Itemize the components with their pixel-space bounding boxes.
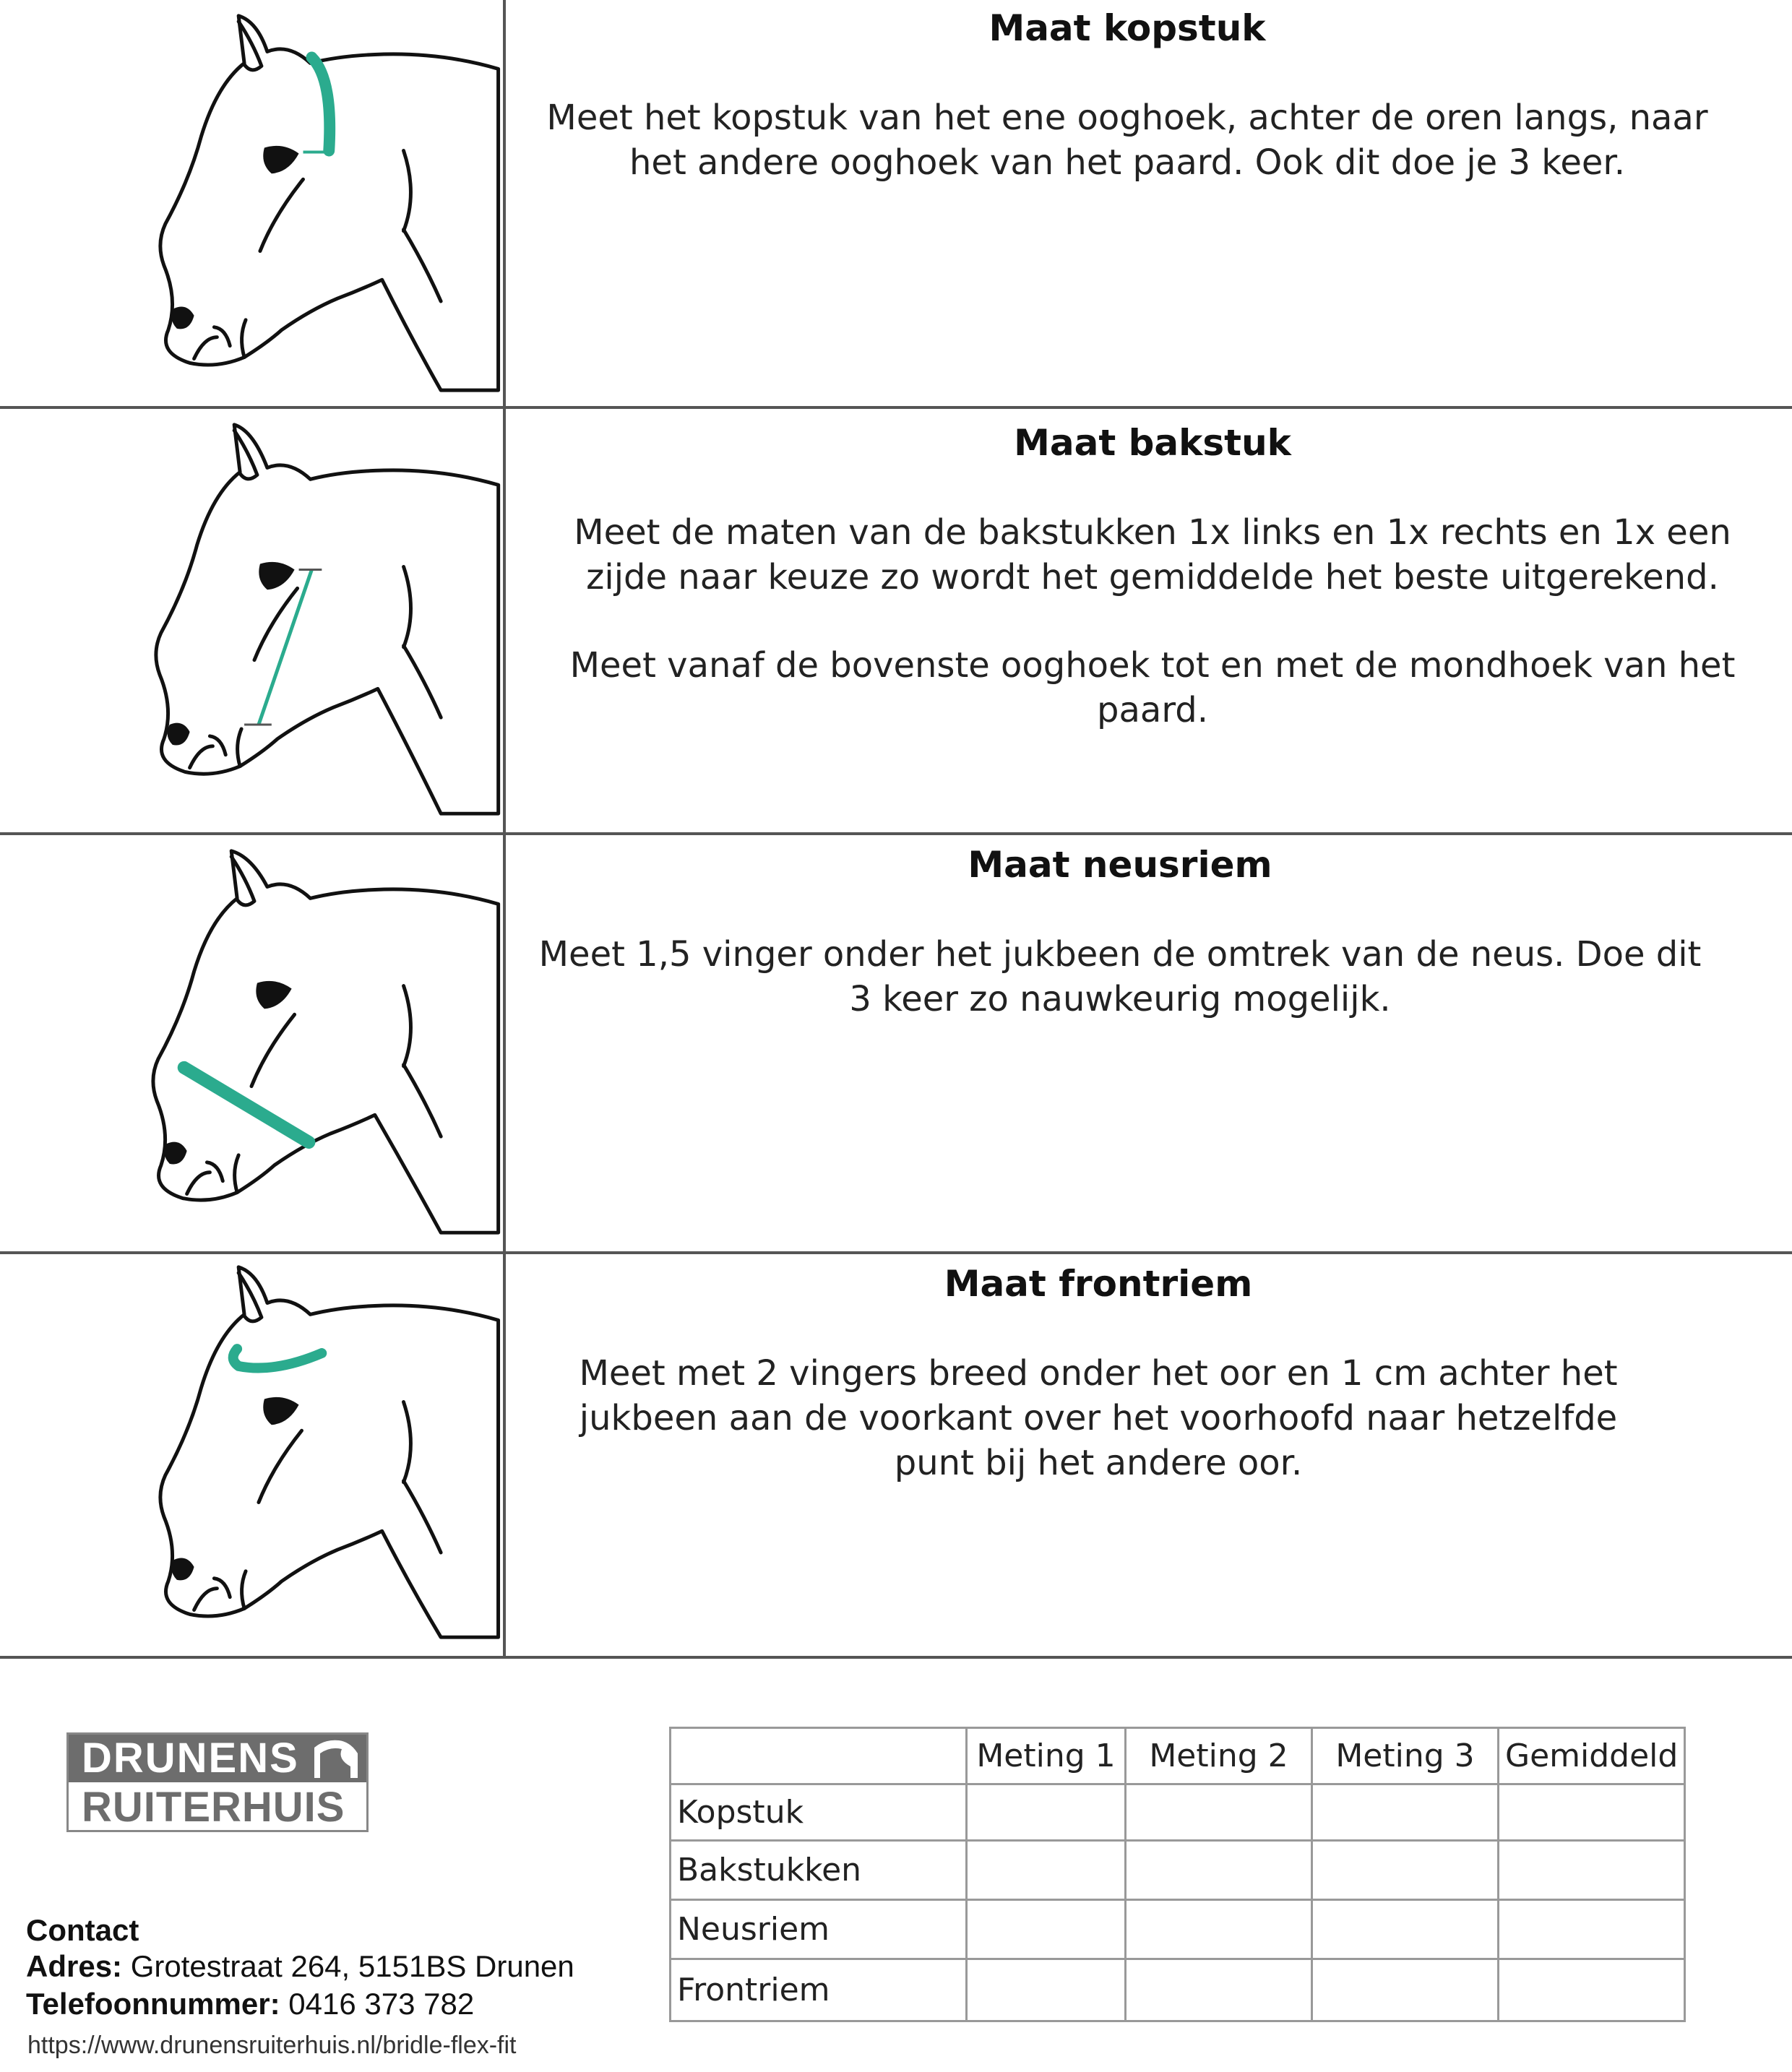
- address-value: Grotestraat 264, 5151BS Drunen: [130, 1949, 574, 1983]
- horse-illustration-neusriem: [0, 835, 506, 1251]
- section-title: Maat neusriem: [968, 844, 1272, 886]
- table-cell[interactable]: [967, 1784, 1126, 1841]
- section-paragraph: Meet met 2 vingers breed onder het oor en 1 cm achter het jukbeen aan de voorkant over het voorhoofd naar hetzelfde punt bij het andere oor.: [579, 1353, 1618, 1483]
- row-label: Kopstuk: [671, 1784, 967, 1841]
- logo-line-2: RUITERHUIS: [82, 1784, 345, 1831]
- phone-label: Telefoonnummer:: [26, 1987, 280, 2021]
- section-title: Maat kopstuk: [988, 7, 1266, 49]
- table-cell[interactable]: [1126, 1784, 1312, 1841]
- website-url[interactable]: https://www.drunensruiterhuis.nl/bridle-flex-fit: [27, 2032, 517, 2059]
- table-cell[interactable]: [967, 1900, 1126, 1959]
- section-paragraph: Meet 1,5 vinger onder het jukbeen de omtrek van de neus. Doe dit 3 keer zo nauwkeurig mogelijk.: [538, 934, 1702, 1019]
- section-paragraph: Meet het kopstuk van het ene ooghoek, achter de oren langs, naar het andere ooghoek van het paard. Ook dit doe je 3 keer.: [546, 98, 1708, 183]
- frontriem-text: [571, 1263, 1626, 1485]
- section-paragraph: Meet vanaf de bovenste ooghoek tot en met de mondhoek van het paard.: [569, 645, 1736, 730]
- table-header-cell: Meting 3: [1312, 1728, 1499, 1784]
- contact-address: [26, 1949, 574, 1984]
- kopstuk-text: [535, 7, 1720, 185]
- table-cell[interactable]: [1312, 1959, 1499, 2021]
- phone-value: 0416 373 782: [288, 1987, 475, 2021]
- table-cell[interactable]: [1312, 1784, 1499, 1841]
- contact-phone: [26, 1987, 474, 2021]
- table-header-cell: Meting 2: [1126, 1728, 1312, 1784]
- table-row: [671, 1959, 1685, 2021]
- table-cell[interactable]: [1126, 1959, 1312, 2021]
- horse-logo-icon: [310, 1738, 362, 1779]
- horse-illustration-kopstuk: [0, 0, 506, 406]
- table-header-cell: Meting 1: [967, 1728, 1126, 1784]
- row-label: Frontriem: [671, 1959, 967, 2021]
- bakstuk-text: [556, 422, 1749, 733]
- row-label: Neusriem: [671, 1900, 967, 1959]
- logo-line-1: DRUNENS: [69, 1735, 366, 1782]
- horse-head-icon: [0, 409, 506, 832]
- measurement-table: [669, 1727, 1686, 2022]
- table-cell[interactable]: [1126, 1841, 1312, 1900]
- table-cell[interactable]: [1499, 1900, 1685, 1959]
- section-neusriem: [0, 835, 1792, 1254]
- table-row: [671, 1841, 1685, 1900]
- contact-heading: Contact: [26, 1913, 139, 1947]
- section-title: Maat frontriem: [944, 1263, 1253, 1305]
- section-kopstuk: [0, 0, 1792, 409]
- table-header-row: [671, 1728, 1685, 1784]
- table-cell[interactable]: [967, 1959, 1126, 2021]
- horse-illustration-frontriem: [0, 1254, 506, 1656]
- table-cell[interactable]: [1126, 1900, 1312, 1959]
- section-bakstuk: [0, 409, 1792, 835]
- section-paragraph: Meet de maten van de bakstukken 1x links en 1x rechts en 1x een zijde naar keuze zo wordt het gemiddelde het beste uitgerekend.: [574, 512, 1731, 597]
- section-title: Maat bakstuk: [1014, 422, 1291, 464]
- table-cell[interactable]: [1312, 1900, 1499, 1959]
- table-cell[interactable]: [1499, 1841, 1685, 1900]
- table-header-cell: Gemiddeld: [1499, 1728, 1685, 1784]
- table-row: [671, 1784, 1685, 1841]
- table-row: [671, 1900, 1685, 1959]
- table-cell[interactable]: [1312, 1841, 1499, 1900]
- company-logo: [66, 1732, 369, 1832]
- section-frontriem: [0, 1254, 1792, 1659]
- row-label: Bakstukken: [671, 1841, 967, 1900]
- horse-head-icon: [0, 0, 506, 406]
- table-cell[interactable]: [1499, 1784, 1685, 1841]
- table-cell[interactable]: [967, 1841, 1126, 1900]
- table-header-cell: [671, 1728, 967, 1784]
- horse-head-icon: [0, 835, 506, 1251]
- neusriem-text: [535, 844, 1705, 1022]
- horse-head-icon: [0, 1254, 506, 1656]
- address-label: Adres:: [26, 1949, 123, 1983]
- table-cell[interactable]: [1499, 1959, 1685, 2021]
- horse-illustration-bakstuk: [0, 409, 506, 832]
